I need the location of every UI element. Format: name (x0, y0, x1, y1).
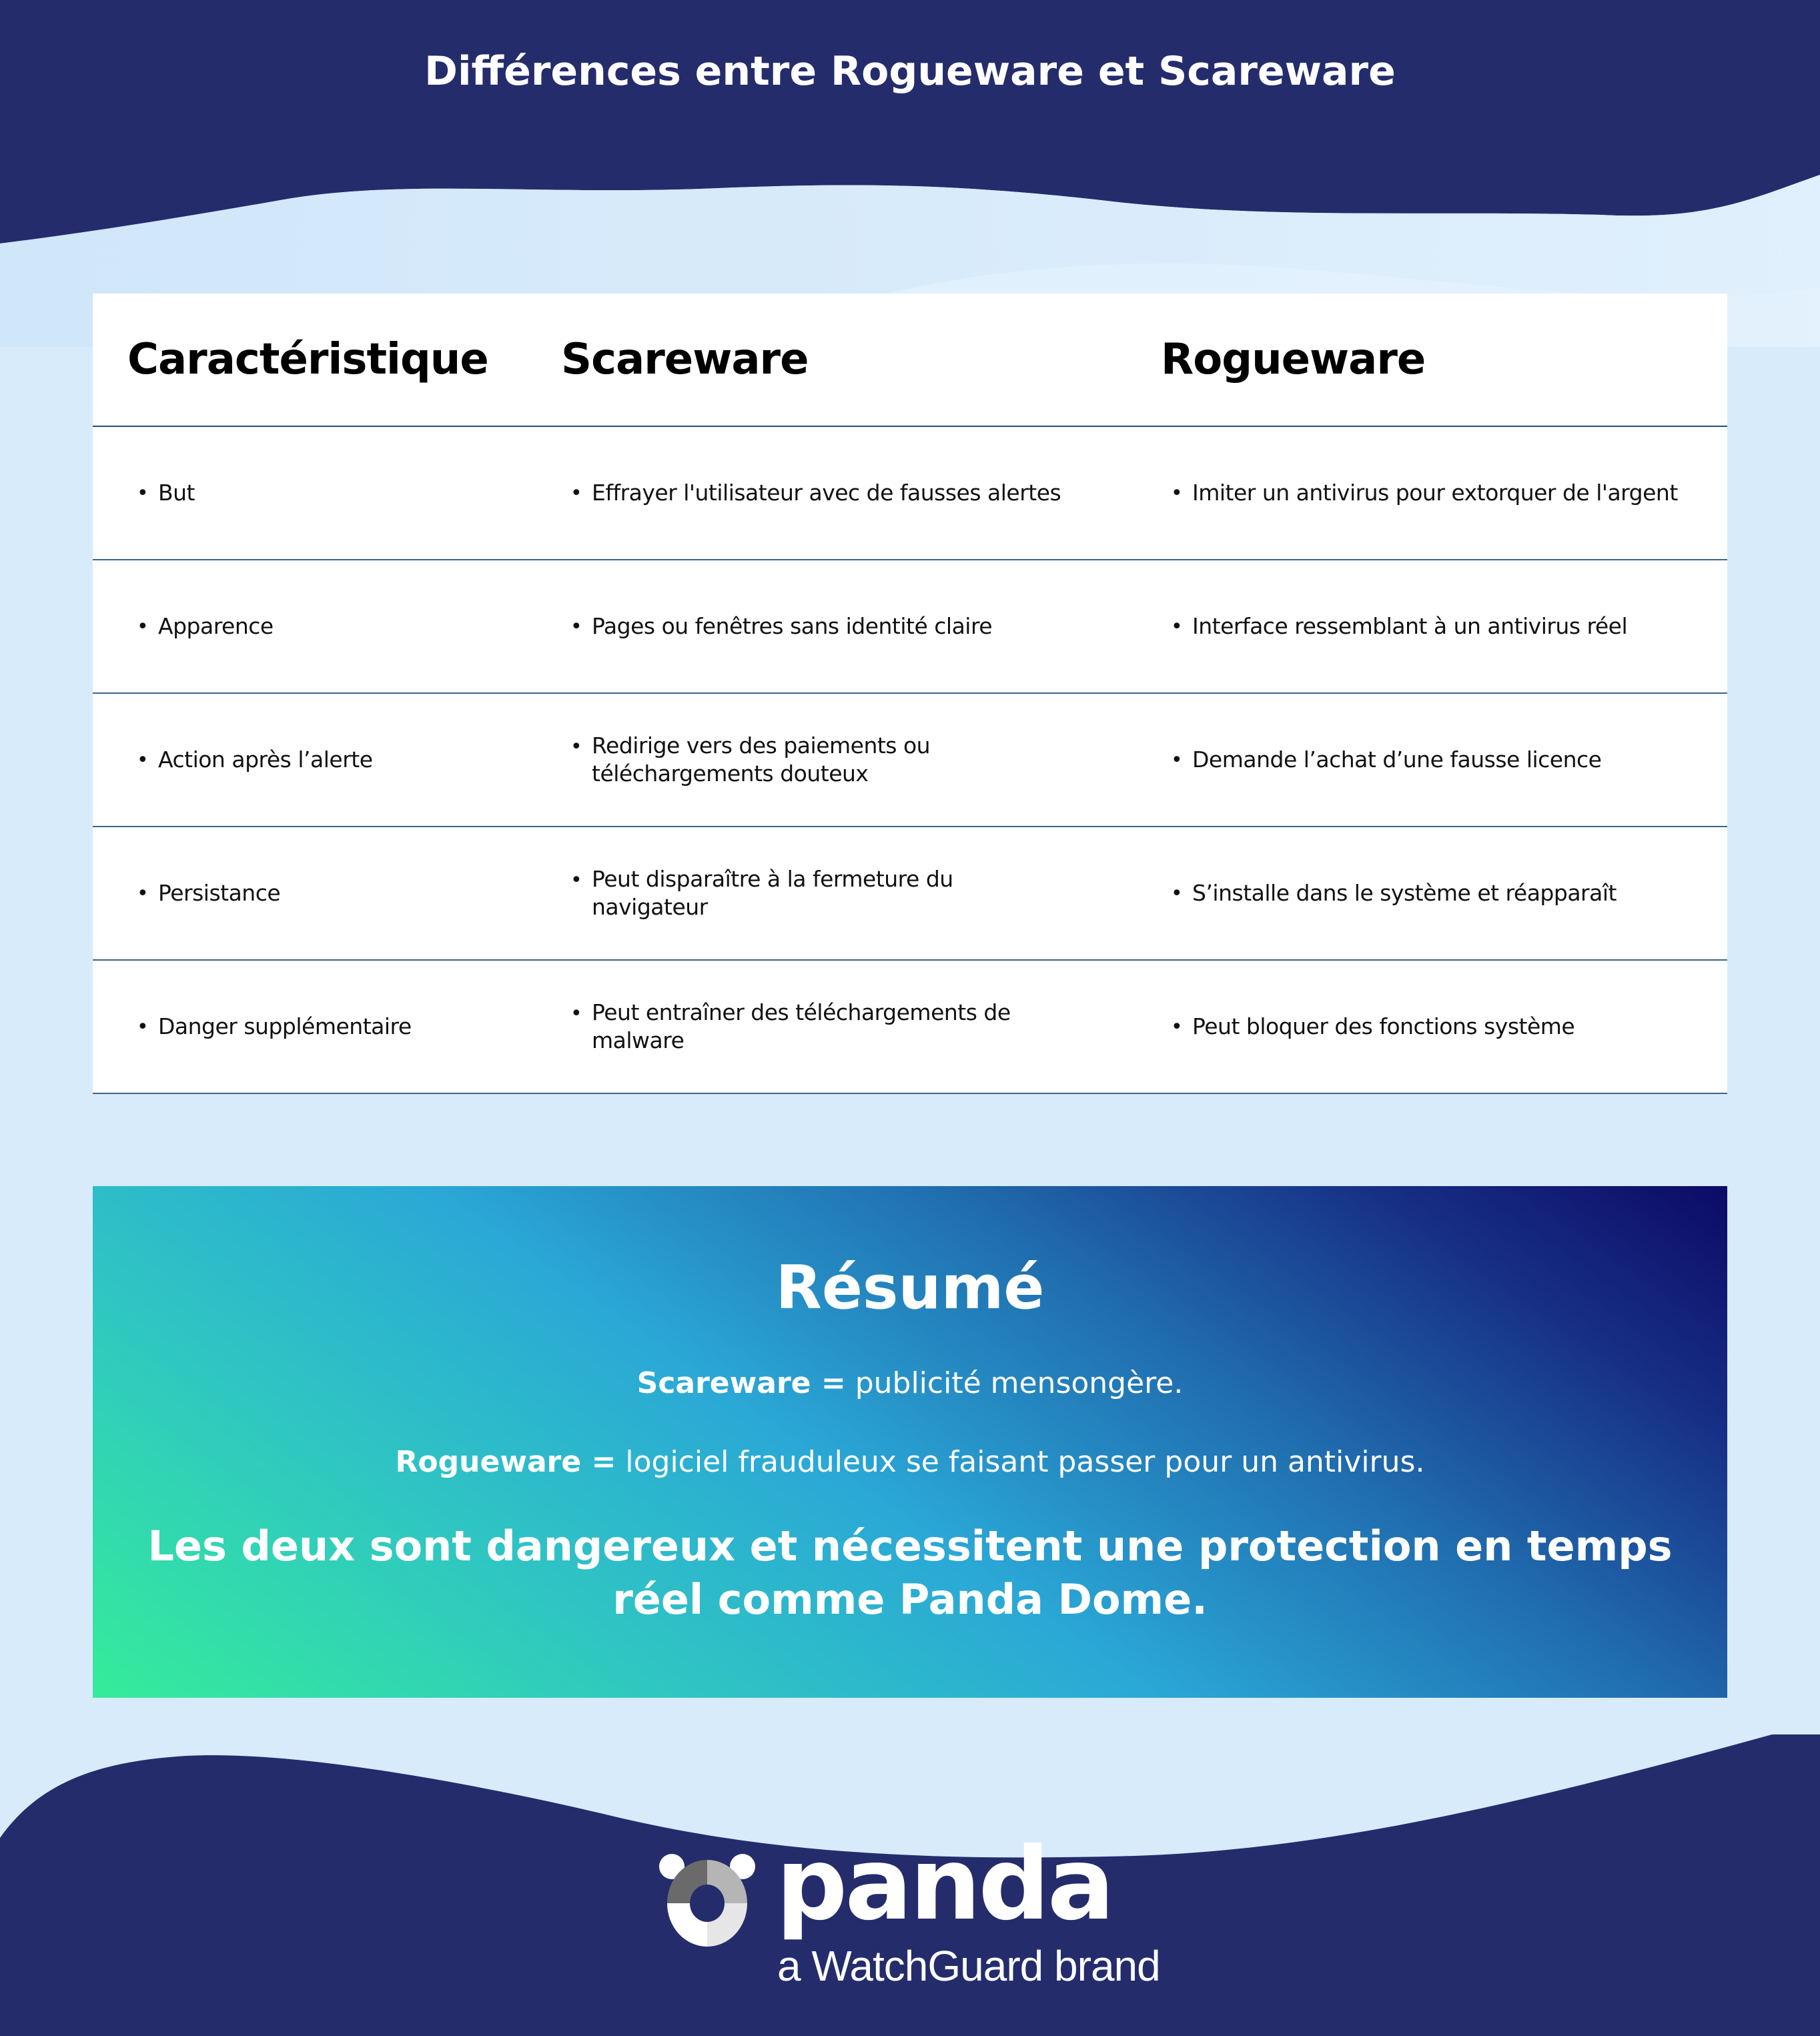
bullet-icon: • (1171, 881, 1183, 905)
cell-rogueware: • Peut bloquer des fonctions système (1171, 1013, 1575, 1039)
table-row (93, 560, 1727, 694)
summary-scareware-definition (93, 1366, 1727, 1400)
page-title: Différences entre Rogueware et Scareware (424, 48, 1396, 95)
summary-call-to-action: Les deux sont dangereux et nécessitent une protection en temps réel comme Panda Dome. (147, 1522, 1673, 1624)
cell-feature: • Danger supplémentaire (137, 1013, 412, 1039)
bullet-icon: • (137, 614, 149, 638)
cell-feature: • Persistance (137, 880, 281, 906)
bullet-icon: • (570, 614, 582, 638)
column-header-rogueware: Rogueware (1161, 335, 1426, 384)
table-row (93, 694, 1727, 827)
cell-scareware: • Pages ou fenêtres sans identité claire (570, 613, 993, 639)
cell-scareware: • Peut entraîner des téléchargements de malware (570, 999, 1011, 1053)
brand-tagline: a WatchGuard brand (777, 1942, 1160, 1990)
table-row (93, 961, 1727, 1094)
panda-wordmark: panda (776, 1827, 1112, 1943)
bullet-icon: • (570, 481, 582, 505)
cell-scareware: • Redirige vers des paiements ou téléchargements douteux (570, 732, 931, 787)
bullet-icon: • (137, 1015, 149, 1039)
column-header-characteristic: Caractéristique (127, 335, 488, 384)
cell-rogueware: • Interface ressemblant à un antivirus réel (1171, 613, 1628, 639)
cell-feature: • But (137, 480, 195, 506)
bullet-icon: • (1171, 614, 1183, 638)
definition-text: publicité mensongère. (845, 1366, 1184, 1400)
summary-rogueware-definition (93, 1445, 1727, 1479)
cell-feature: • Action après l’alerte (137, 746, 373, 773)
cell-rogueware: • Demande l’achat d’une fausse licence (1171, 746, 1602, 773)
bullet-icon: • (570, 869, 582, 892)
cell-feature: • Apparence (137, 613, 274, 639)
definition-text: logiciel frauduleux se faisant passer pour un antivirus. (616, 1445, 1425, 1479)
cell-scareware: • Effrayer l'utilisateur avec de fausses alertes (570, 480, 1061, 506)
summary-title: Résumé (775, 1253, 1045, 1323)
bullet-icon: • (137, 881, 149, 905)
cell-rogueware: • S’installe dans le système et réapparaît (1171, 880, 1617, 906)
bullet-icon: • (137, 481, 149, 505)
bullet-icon: • (1171, 1015, 1183, 1039)
term-label: Rogueware = (395, 1445, 616, 1479)
bullet-icon: • (570, 735, 582, 758)
bullet-icon: • (570, 1002, 582, 1025)
table-row (93, 827, 1727, 961)
comparison-table (93, 294, 1727, 1094)
table-row (93, 427, 1727, 560)
panda-logo-icon (657, 1848, 757, 1955)
bullet-icon: • (1171, 481, 1183, 505)
term-label: Scareware = (636, 1366, 846, 1400)
bullet-icon: • (137, 748, 149, 772)
column-header-scareware: Scareware (561, 335, 809, 384)
cell-rogueware: • Imiter un antivirus pour extorquer de l'argent (1171, 480, 1678, 506)
bullet-icon: • (1171, 748, 1183, 772)
summary-box (93, 1186, 1727, 1698)
cell-scareware: • Peut disparaître à la fermeture du navigateur (570, 866, 953, 920)
table-header-row (93, 294, 1727, 427)
panda-logo (657, 1827, 1164, 1995)
